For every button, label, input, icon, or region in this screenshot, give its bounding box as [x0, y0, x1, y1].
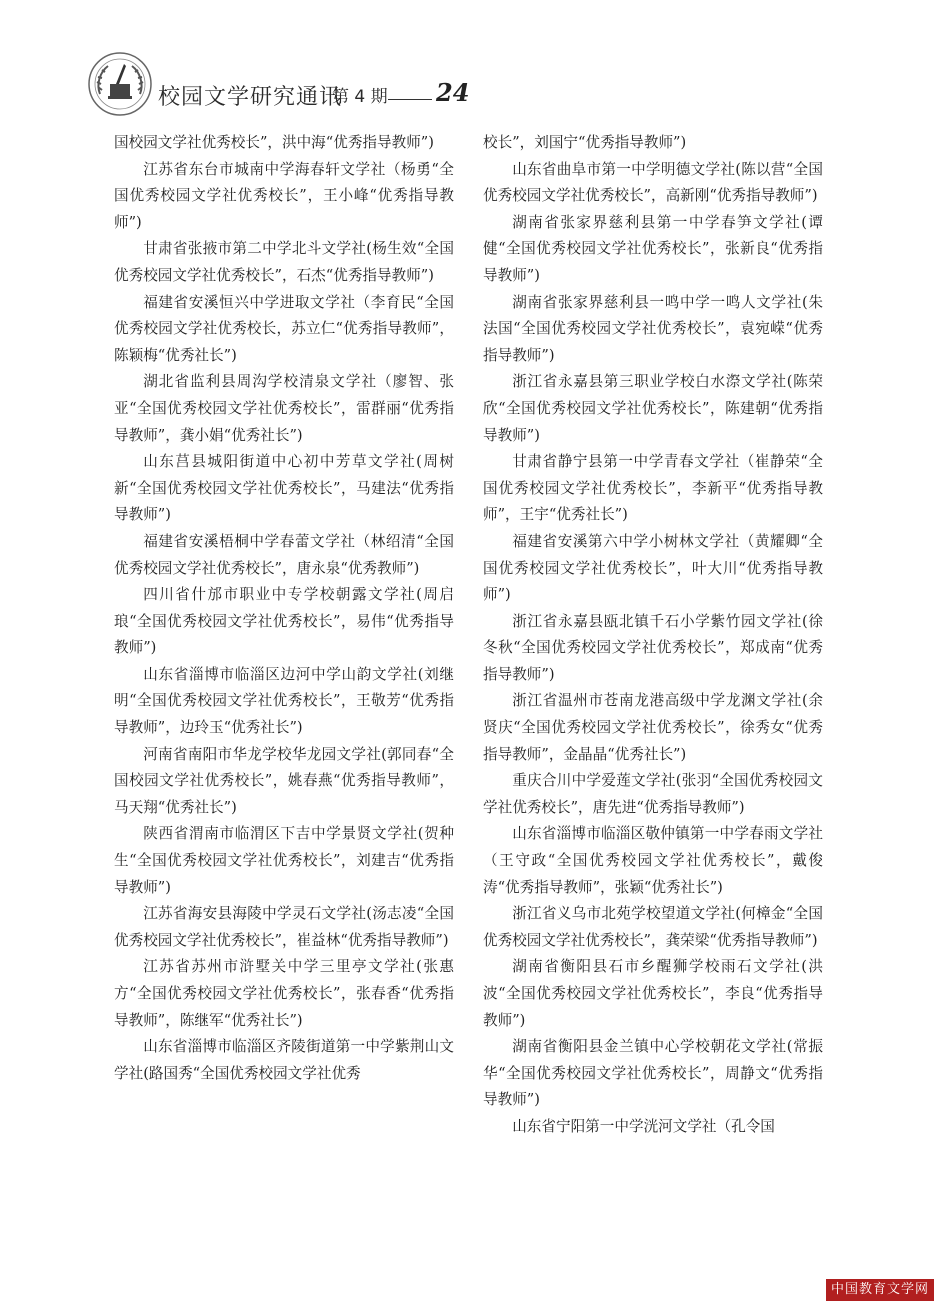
- paragraph: 江苏省海安县海陵中学灵石文学社(汤志凌“全国优秀校园文学社优秀校长”，崔益林“优秀指导教师”): [114, 905, 454, 949]
- paragraph: 河南省南阳市华龙学校华龙园文学社(郭同春“全国校园文学社优秀校长”，姚春燕“优秀指导教师”，马天翔“优秀社长”): [114, 745, 454, 816]
- paragraph: 甘肃省静宁县第一中学青春文学社（崔静荣“全国优秀校园文学社优秀校长”，李新平“优秀指导教师”，王宇“优秀社长”): [483, 453, 823, 524]
- page-number: 24: [436, 78, 470, 107]
- paragraph: 湖南省衡阳县石市乡醒狮学校雨石文学社(洪波“全国优秀校园文学社优秀校长”，李良“优秀指导教师”): [483, 958, 823, 1029]
- paragraph: 山东莒县城阳街道中心初中芳草文学社(周树新“全国优秀校园文学社优秀校长”，马建法“优秀指导教师”): [114, 453, 454, 524]
- paragraph: 陕西省渭南市临渭区下吉中学景贤文学社(贺种生“全国优秀校园文学社优秀校长”，刘建吉“优秀指导教师”): [114, 825, 454, 896]
- paragraph: 福建省安溪梧桐中学春蕾文学社（林绍清“全国优秀校园文学社优秀校长”，唐永泉“优秀教师”): [114, 532, 454, 577]
- paragraph: 山东省曲阜市第一中学明德文学社(陈以营“全国优秀校园文学社优秀校长”，高新刚“优秀指导教师”): [483, 160, 823, 205]
- paragraph: 湖南省张家界慈利县一鸣中学一鸣人文学社(朱法国“全国优秀校园文学社优秀校长”，袁宛嵘“优秀指导教师”): [483, 293, 823, 364]
- paragraph: 浙江省温州市苍南龙港高级中学龙渊文学社(余贤庆“全国优秀校园文学社优秀校长”，徐秀女“优秀指导教师”，金晶晶“优秀社长”): [483, 692, 823, 763]
- site-watermark: 中国教育文学网: [826, 1279, 934, 1301]
- right-column: [483, 130, 823, 1141]
- paragraph: 湖北省监利县周沟学校清泉文学社（廖智、张亚“全国优秀校园文学社优秀校长”，雷群丽“优秀指导教师”，龚小娟“优秀社长”): [114, 373, 454, 444]
- paragraph: 浙江省义乌市北苑学校望道文学社(何樟金“全国优秀校园文学社优秀校长”，龚荣梁“优秀指导教师”): [483, 905, 823, 949]
- paragraph: 山东省宁阳第一中学洸河文学社（孔令国: [512, 1117, 775, 1135]
- paragraph: 山东省淄博市临淄区敬仲镇第一中学春雨文学社（王守政“全国优秀校园文学社优秀校长”，戴俊涛“优秀指导教师”，张颖“优秀社长”): [483, 825, 823, 896]
- paragraph: 浙江省永嘉县第三职业学校白水漈文学社(陈荣欣“全国优秀校园文学社优秀校长”，陈建朝“优秀指导教师”): [483, 373, 823, 444]
- paragraph: 重庆合川中学爱莲文学社(张羽“全国优秀校园文学社优秀校长”，唐先进“优秀指导教师”): [483, 772, 823, 816]
- paragraph: 山东省淄博市临淄区齐陵街道第一中学紫荆山文学社(路国秀“全国优秀校园文学社优秀: [114, 1038, 454, 1082]
- paragraph: 湖南省衡阳县金兰镇中心学校朝花文学社(常振华“全国优秀校园文学社优秀校长”，周静文“优秀指导教师”): [483, 1038, 823, 1109]
- paragraph: 甘肃省张掖市第二中学北斗文学社(杨生效“全国优秀校园文学社优秀校长”，石杰“优秀指导教师”): [114, 240, 454, 284]
- paragraph: 国校园文学社优秀校长”，洪中海“优秀指导教师”): [114, 134, 434, 151]
- paragraph: 江苏省苏州市浒墅关中学三里亭文学社(张惠方“全国优秀校园文学社优秀校长”，张春香“优秀指导教师”，陈继军“优秀社长”): [114, 958, 454, 1029]
- paragraph: 浙江省永嘉县瓯北镇千石小学紫竹园文学社(徐冬秋“全国优秀校园文学社优秀校长”，郑成南“优秀指导教师”): [483, 612, 823, 683]
- paragraph: 四川省什邡市职业中专学校朝露文学社(周启琅“全国优秀校园文学社优秀校长”，易伟“优秀指导教师”): [114, 586, 454, 657]
- paragraph: 福建省安溪恒兴中学进取文学社（李育民“全国优秀校园文学社优秀校长，苏立仁“优秀指导教师”，陈颖梅“优秀社长”): [114, 293, 454, 364]
- paragraph: 校长”，刘国宁“优秀指导教师”): [483, 134, 687, 151]
- paragraph: 福建省安溪第六中学小树林文学社（黄耀卿“全国优秀校园文学社优秀校长”，叶大川“优秀指导教师”): [483, 532, 823, 604]
- paragraph: 山东省淄博市临淄区边河中学山韵文学社(刘继明“全国优秀校园文学社优秀校长”，王敬芳“优秀指导教师”，边玲玉“优秀社长”): [114, 665, 454, 737]
- journal-title: 校园文学研究通讯: [158, 85, 343, 110]
- issue-number: 第 4 期: [332, 87, 388, 107]
- left-column: [114, 130, 454, 1087]
- header-rule: [388, 99, 432, 100]
- paragraph: 江苏省东台市城南中学海春轩文学社（杨勇“全国优秀校园文学社优秀校长”，王小峰“优秀指导教师”): [114, 160, 454, 231]
- page-header: [0, 0, 934, 120]
- paragraph: 湖南省张家界慈利县第一中学春笋文学社(谭健“全国优秀校园文学社优秀校长”，张新良“优秀指导教师”): [483, 213, 823, 284]
- journal-logo-icon: [86, 50, 154, 118]
